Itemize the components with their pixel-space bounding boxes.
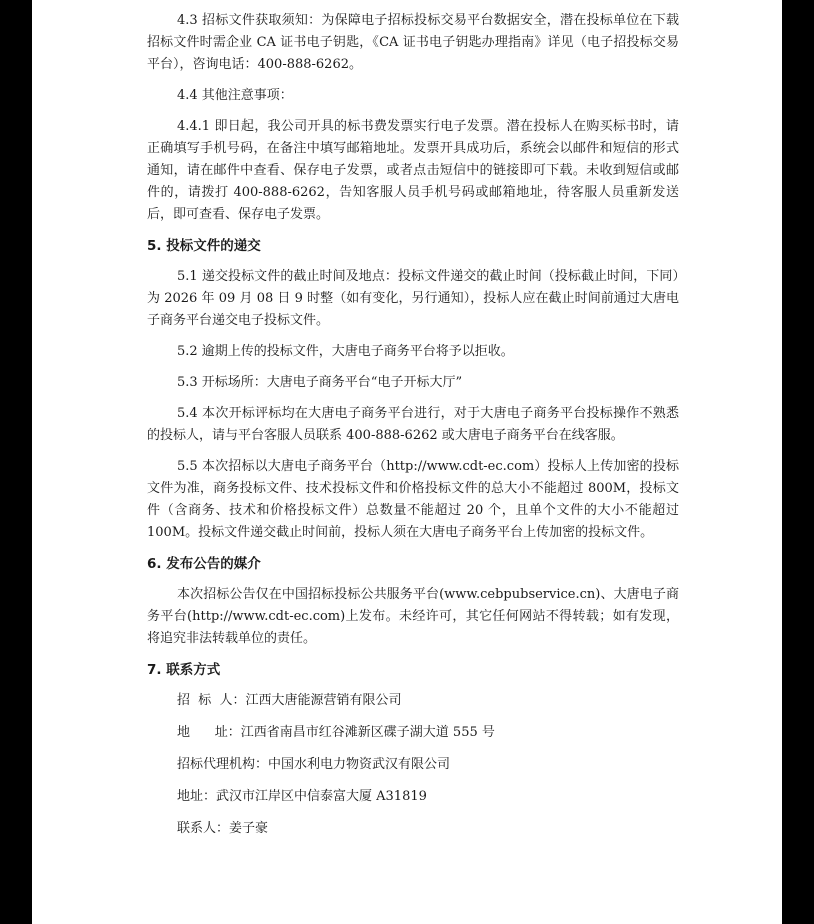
contact-person: 联系人：姜子豪 [177,821,269,836]
paragraph-5-3: 5.3 开标场所：大唐电子商务平台“电子开标大厅” [177,375,463,390]
paragraph-5-1: 5.1 递交投标文件的截止时间及地点：投标文件递交的截止时间（投标截止时间，下同）为 2026 年 09 月 08 日 9 时整（如有变化，另行通知），投标人应在截止时间前通过大唐电子商务平台递交电子投标文件。 [147,269,679,328]
paragraph-6: 本次招标公告仅在中国招标投标公共服务平台(www.cebpubservice.cn)、大唐电子商务平台(http://www.cdt-ec.com)上发布。未经许可，其它任何网站不得转载；如有发现，将追究非法转载单位的责任。 [147,587,679,646]
paragraph-4-3: 4.3 招标文件获取须知：为保障电子招标投标交易平台数据安全，潜在投标单位在下载招标文件时需企业 CA 证书电子钥匙，《CA 证书电子钥匙办理指南》详见（电子招投标交易平台），咨询电话：400-888-6262。 [147,13,679,72]
paragraph-4-4: 4.4 其他注意事项： [177,88,293,103]
paragraph-4-4-1: 4.4.1 即日起，我公司开具的标书费发票实行电子发票。潜在投标人在购买标书时，请正确填写手机号码，在备注中填写邮箱地址。发票开具成功后，系统会以邮件和短信的形式通知，请在邮件中查看、保存电子发票，或者点击短信中的链接即可下载。未收到短信或邮件的，请拨打 400-888-6262，告知客服人员手机号码或邮箱地址，待客服人员重新发送后，即可查看、保存电子发票。 [147,119,679,222]
contact-agency: 招标代理机构：中国水利电力物资武汉有限公司 [177,757,451,772]
paragraph-5-4: 5.4 本次开标评标均在大唐电子商务平台进行，对于大唐电子商务平台投标操作不熟悉的投标人，请与平台客服人员联系 400-888-6262 或大唐电子商务平台在线客服。 [147,406,679,443]
document-page [32,0,782,924]
section-heading-7: 7. 联系方式 [147,662,221,678]
section-heading-5: 5. 投标文件的递交 [147,238,261,254]
contact-agency-address: 地址：武汉市江岸区中信泰富大厦 A31819 [177,789,427,804]
section-heading-6: 6. 发布公告的媒介 [147,556,261,572]
paragraph-5-2: 5.2 逾期上传的投标文件，大唐电子商务平台将予以拒收。 [177,344,514,359]
contact-address: 地 址：江西省南昌市红谷滩新区碟子湖大道 555 号 [177,725,495,740]
contact-tenderer: 招 标 人：江西大唐能源营销有限公司 [177,693,402,708]
document-body [147,10,679,850]
paragraph-5-5: 5.5 本次招标以大唐电子商务平台（http://www.cdt-ec.com）投标人上传加密的投标文件为准，商务投标文件、技术投标文件和价格投标文件的总大小不能超过 800M，投标文件（含商务、技术和价格投标文件）总数量不能超过 20 个，且单个文件的大小不能超过 100M。投标文件递交截止时间前，投标人须在大唐电子商务平台上传加密的投标文件。 [147,459,679,540]
